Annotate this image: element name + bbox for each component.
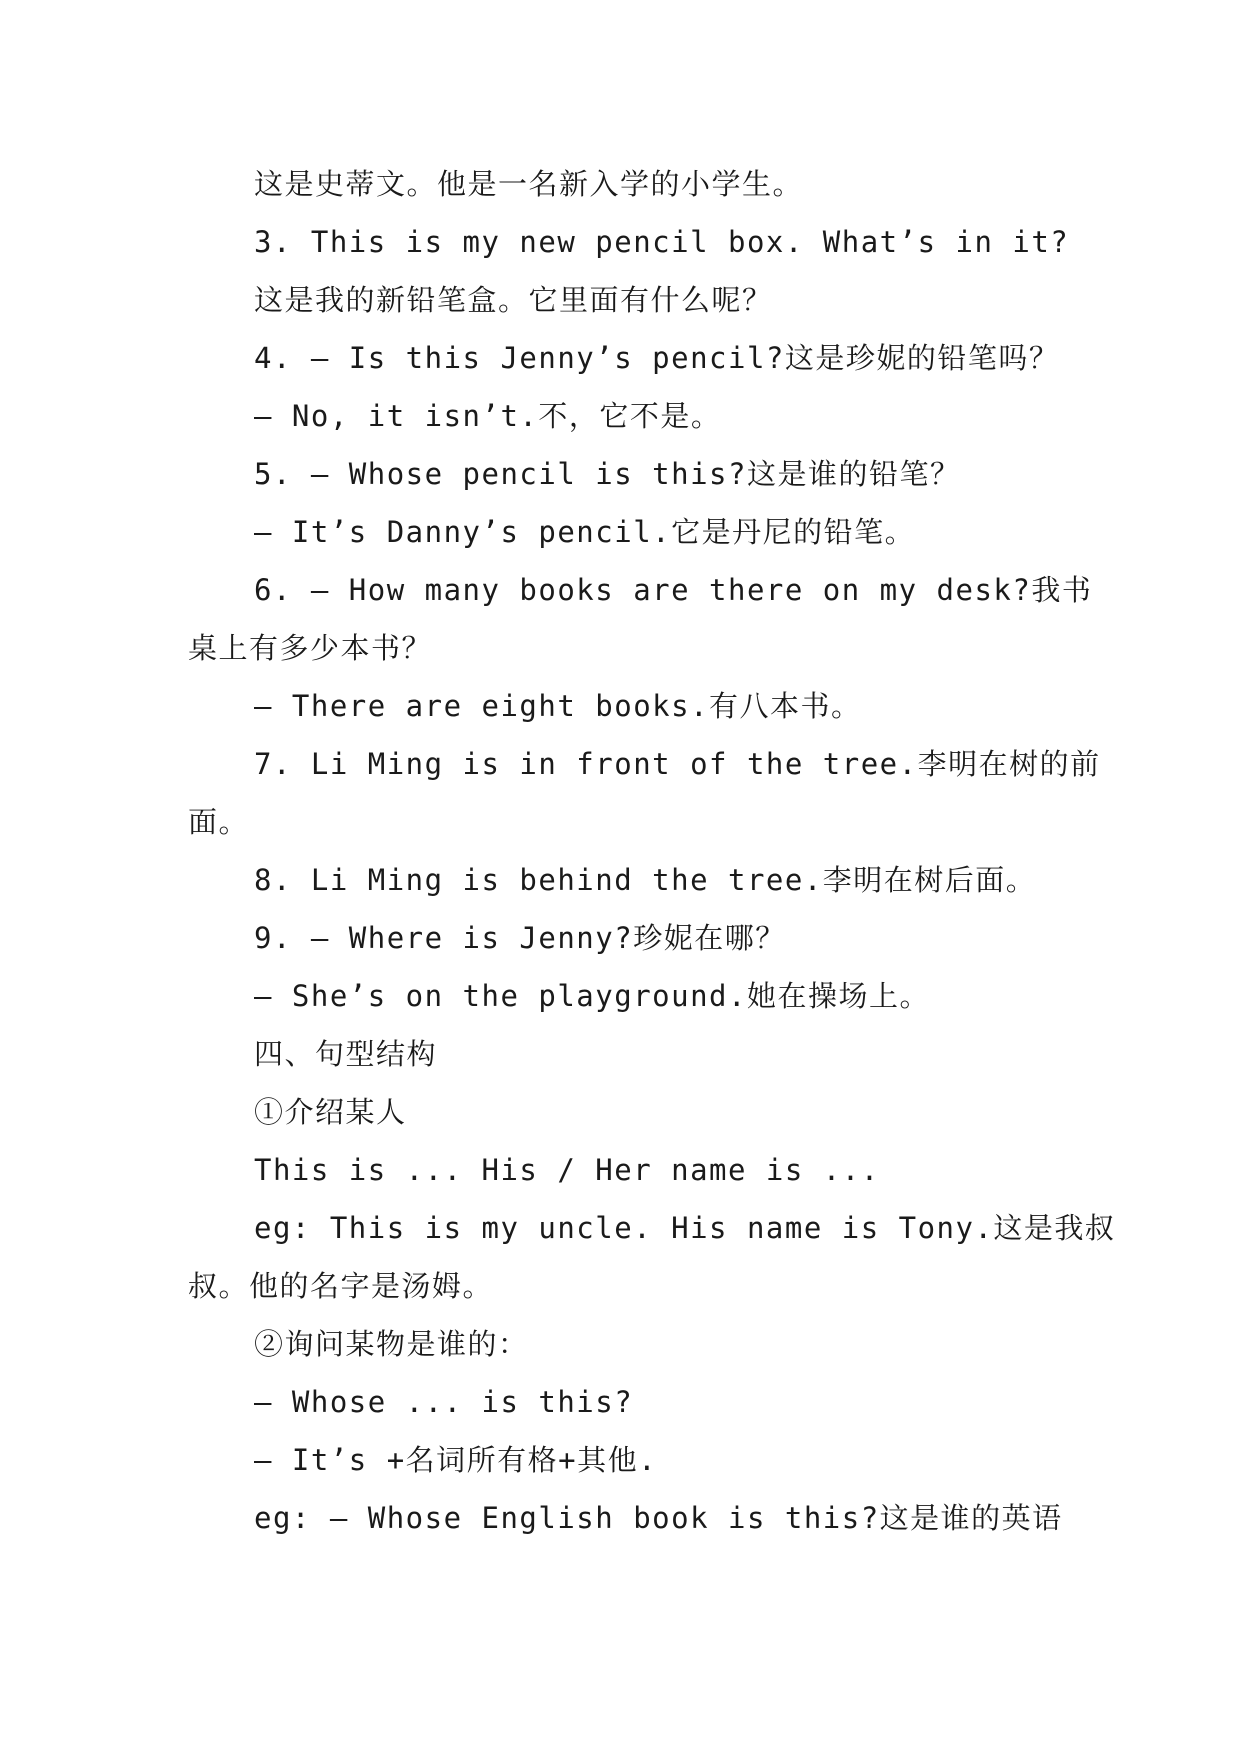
text-line: 这是史蒂文。他是一名新入学的小学生。 bbox=[254, 167, 804, 201]
text-line: — It’s +名词所有格+其他. bbox=[254, 1443, 658, 1477]
text-line: — She’s on the playground.她在操场上。 bbox=[254, 979, 930, 1013]
section-heading: 四、句型结构 bbox=[254, 1037, 438, 1071]
text-line: 3. This is my new pencil box. What’s in it? bbox=[254, 225, 1070, 259]
text-line: — No, it isn’t.不，它不是。 bbox=[254, 399, 722, 433]
text-line: 7. Li Ming is in front of the tree.李明在树的前 bbox=[254, 747, 1101, 781]
text-line: 5. — Whose pencil is this?这是谁的铅笔？ bbox=[254, 457, 961, 491]
text-line: eg: — Whose English book is this?这是谁的英语 bbox=[254, 1501, 1063, 1535]
text-line: — There are eight books.有八本书。 bbox=[254, 689, 862, 723]
text-line: 4. — Is this Jenny’s pencil?这是珍妮的铅笔吗？ bbox=[254, 341, 1060, 375]
text-line: 面。 bbox=[188, 805, 250, 839]
text-line: 这是我的新铅笔盒。它里面有什么呢？ bbox=[254, 283, 773, 317]
text-line: — Whose ... is this? bbox=[254, 1385, 634, 1419]
text-line: 6. — How many books are there on my desk?我书 bbox=[254, 573, 1093, 607]
text-line: 8. Li Ming is behind the tree.李明在树后面。 bbox=[254, 863, 1037, 897]
text-line: 叔。他的名字是汤姆。 bbox=[188, 1269, 494, 1303]
text-line: eg: This is my uncle. His name is Tony.这是我叔 bbox=[254, 1211, 1116, 1245]
subsection-heading: ②询问某物是谁的： bbox=[254, 1327, 529, 1361]
text-line: — It’s Danny’s pencil.它是丹尼的铅笔。 bbox=[254, 515, 916, 549]
text-line: 9. — Where is Jenny?珍妮在哪？ bbox=[254, 921, 786, 955]
text-line: This is ... His / Her name is ... bbox=[254, 1153, 880, 1187]
text-line: 桌上有多少本书？ bbox=[188, 631, 433, 665]
subsection-heading: ①介绍某人 bbox=[254, 1095, 407, 1129]
